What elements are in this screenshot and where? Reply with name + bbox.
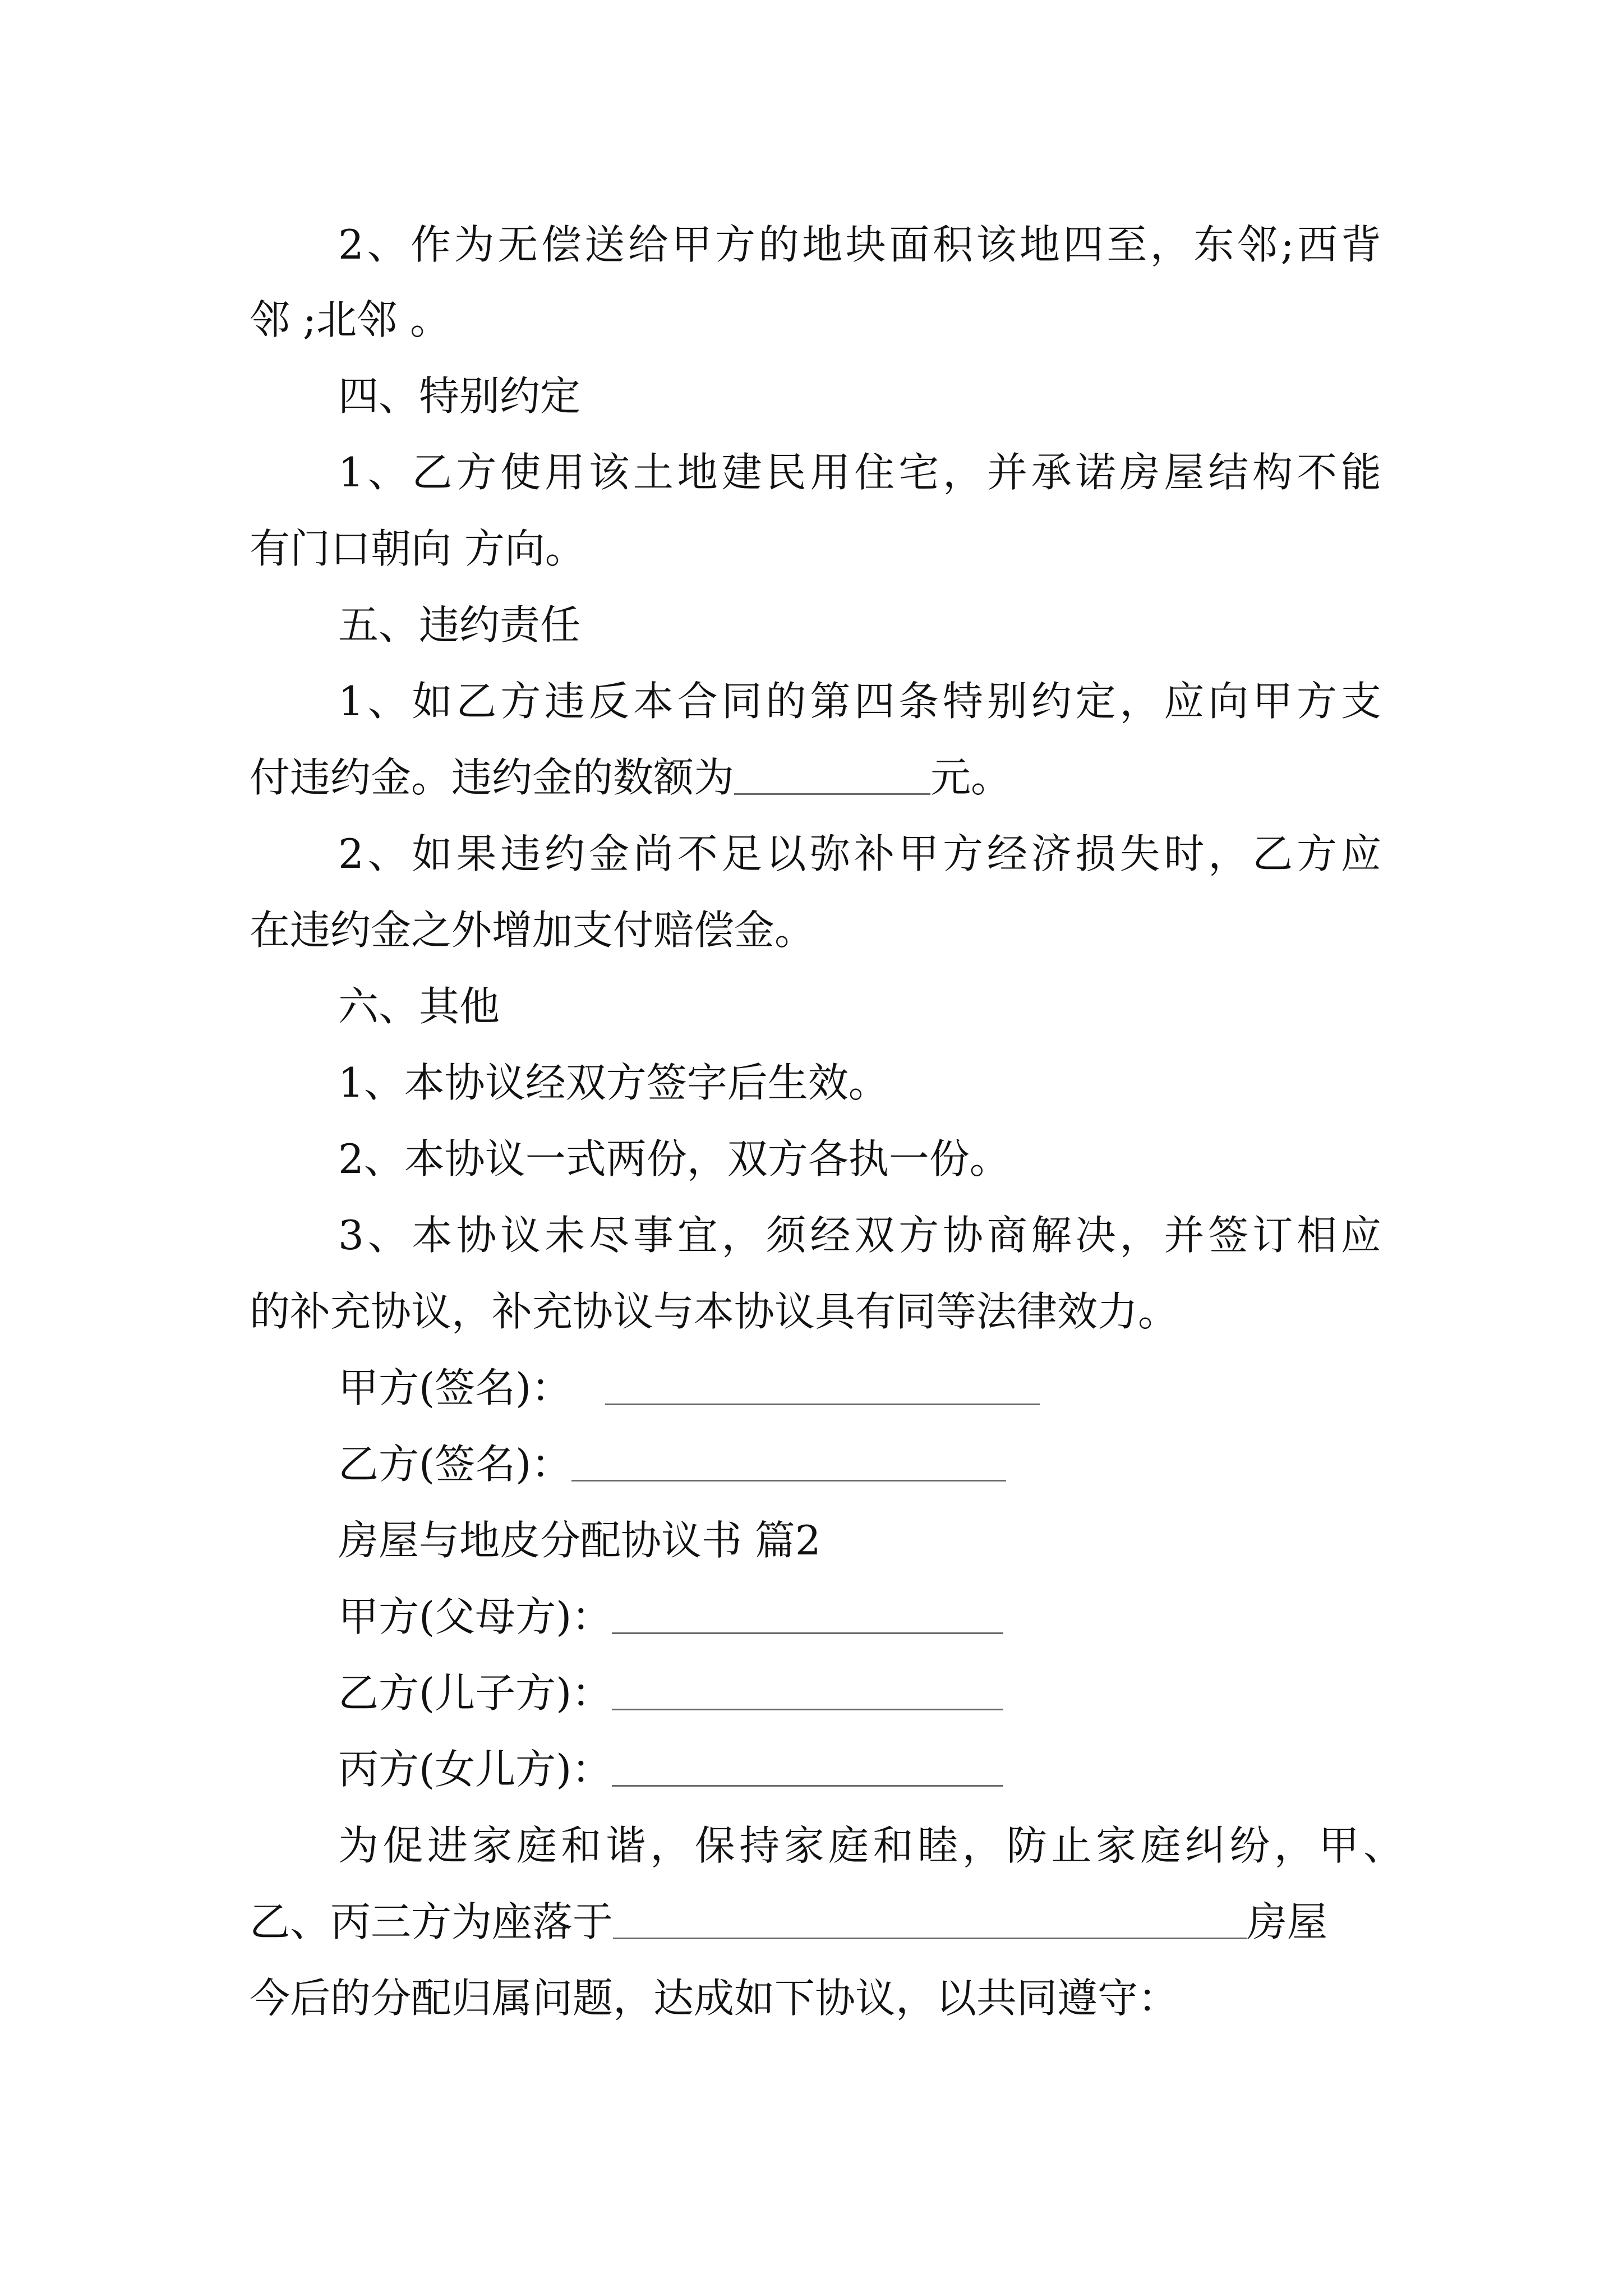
line-text: 元。: [930, 754, 1012, 801]
line-text: 付违约金。违约金的数额为: [250, 754, 735, 801]
paragraph-line: [338, 1196, 1381, 1274]
line-text: 房屋与地皮分配协议书 篇2: [338, 1517, 821, 1564]
paragraph-line: [250, 280, 450, 359]
line-text: 五、违约责任: [338, 601, 581, 648]
line-text: 2 、 如 果 违 约 金 尚 不 足 以 弥 补 甲 方 经 济 损 失 时 ， 乙 方 应: [338, 830, 1381, 877]
paragraph-line: [338, 1806, 1404, 1885]
party-blank: [612, 1598, 1003, 1634]
line-text: 乙、丙三方为座落于: [250, 1898, 614, 1945]
party-line: [338, 1654, 1003, 1732]
section-heading: [338, 586, 580, 664]
signature-blank: [571, 1445, 1006, 1481]
line-text: 3 、 本 协 议 未 尽 事 宜 ， 须 经 双 方 协 商 解 决 ， 并 签 订 相 应: [338, 1212, 1381, 1259]
paragraph-line: [338, 1120, 1010, 1198]
party-line: [338, 1577, 1003, 1656]
paragraph-line: [250, 1959, 1178, 2037]
paragraph-line: [250, 1883, 1327, 1961]
line-text: 六、其他: [338, 983, 500, 1030]
line-text: 乙方(儿子方)：: [338, 1669, 612, 1717]
article-title: [338, 1501, 821, 1580]
line-text: 为 促 进 家 庭 和 谐 ， 保 持 家 庭 和 睦 ， 防 止 家 庭 纠 纷 ， 甲 、: [338, 1822, 1404, 1869]
line-text: 2 、 作 为 无 偿 送 给 甲 方 的 地 块 面 积 该 地 四 至 ， 东 邻 ; 西 背: [338, 221, 1381, 268]
line-text: 甲方(父母方)：: [338, 1593, 612, 1640]
line-text: 邻 ;北邻 。: [250, 296, 451, 343]
line-text: 乙方(签名)：: [338, 1441, 572, 1488]
line-text: 在违约金之外增加支付赔偿金。: [250, 907, 815, 954]
line-text: 丙方(女儿方)：: [338, 1746, 612, 1793]
section-heading: [338, 357, 580, 435]
section-heading: [338, 967, 500, 1046]
paragraph-line: [338, 205, 1381, 284]
line-text: 有门口朝向 方向。: [250, 525, 585, 572]
paragraph-line: [338, 433, 1381, 512]
signature-line-party-a: [338, 1349, 1040, 1427]
paragraph-line: [250, 738, 1011, 817]
line-text: 四、特别约定: [338, 372, 581, 420]
line-text: 今后的分配归属问题，达成如下协议，以共同遵守：: [250, 1975, 1179, 2022]
line-text: 的补充协议，补充协议与本协议具有同等法律效力。: [250, 1288, 1179, 1335]
party-line: [338, 1730, 1003, 1809]
line-text: 1、本协议经双方签字后生效。: [338, 1059, 889, 1106]
paragraph-line: [338, 815, 1381, 893]
blank-amount-line: [734, 758, 930, 795]
paragraph-line: [250, 891, 815, 969]
paragraph-line: [250, 1272, 1178, 1351]
line-text: 1 、 如 乙 方 违 反 本 合 同 的 第 四 条 特 别 约 定 ， 应 向 甲 方 支: [338, 678, 1381, 725]
paragraph-line: [250, 509, 585, 588]
signature-line-party-b: [338, 1425, 1006, 1503]
party-blank: [612, 1674, 1003, 1710]
paragraph-line: [338, 662, 1381, 740]
party-blank: [612, 1750, 1003, 1787]
paragraph-line: [338, 1043, 889, 1122]
line-text: 1 、 乙 方 使 用 该 土 地 建 民 用 住 宅 ， 并 承 诺 房 屋 结 构 不 能: [338, 449, 1381, 496]
line-text: 房屋: [1247, 1898, 1328, 1945]
line-text: 2、本协议一式两份，双方各执一份。: [338, 1135, 1010, 1182]
address-blank: [613, 1903, 1247, 1939]
line-text: 甲方(签名)：: [338, 1364, 572, 1411]
signature-blank: [605, 1369, 1040, 1405]
